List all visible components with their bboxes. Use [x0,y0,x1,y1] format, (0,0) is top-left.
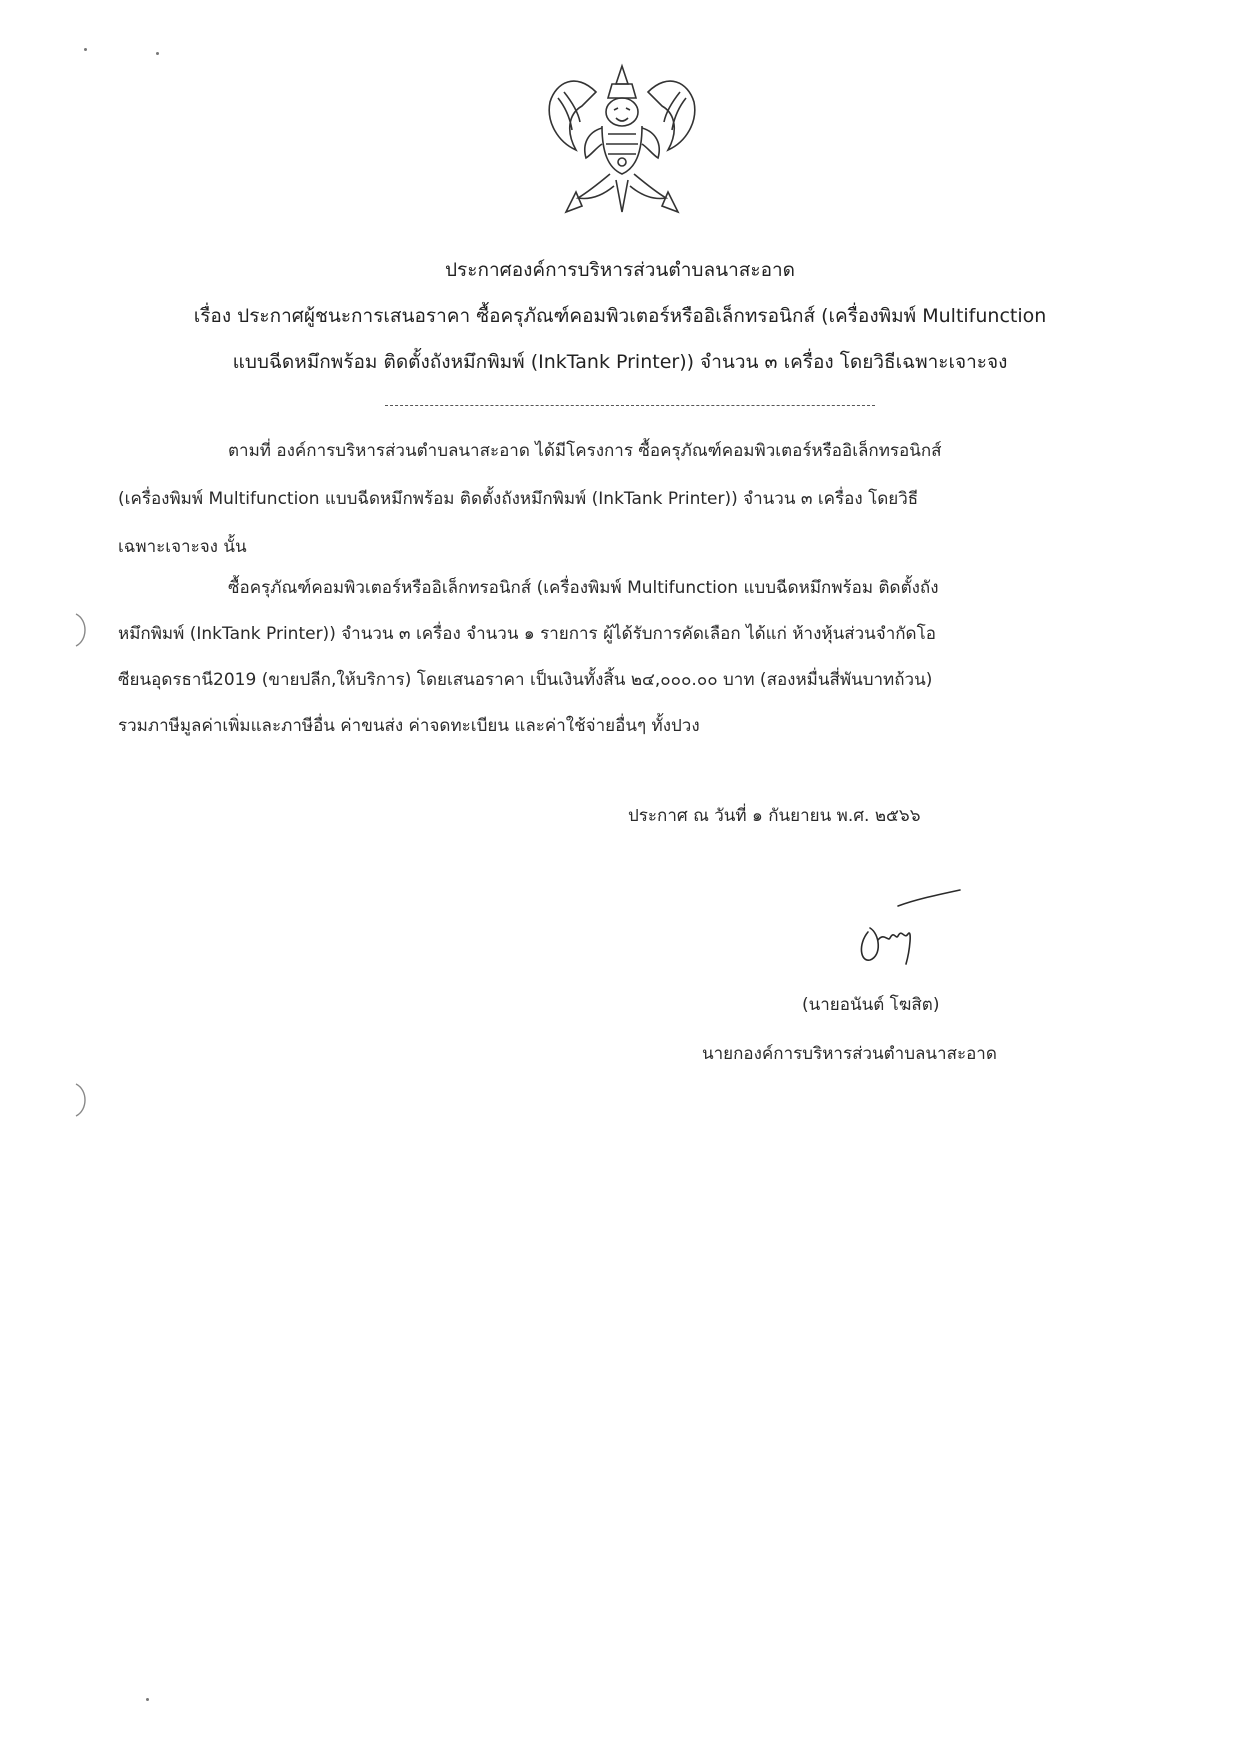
handwritten-signature [840,888,970,978]
scan-speck [84,48,87,51]
paragraph-1-line-1: ตามที่ องค์การบริหารส่วนตำบลนาสะอาด ได้มีโครงการ ซื้อครุภัณฑ์คอมพิวเตอร์หรืออิเล็กทรอนิกส์ [228,441,942,461]
paragraph-1-line-3: เฉพาะเจาะจง นั้น [118,537,247,557]
garuda-emblem-icon [536,62,708,226]
announcement-subject-line-1: เรื่อง ประกาศผู้ชนะการเสนอราคา ซื้อครุภัณฑ์คอมพิวเตอร์หรืออิเล็กทรอนิกส์ (เครื่องพิมพ์ Multifunction [193,305,1047,327]
paragraph-1-line-2: (เครื่องพิมพ์ Multifunction แบบฉีดหมึกพร้อม ติดตั้งถังหมึกพิมพ์ (InkTank Printer)) จำนวน ๓ เครื่อง โดยวิธี [118,489,919,509]
signatory-name: (นายอนันต์ โฆสิต) [802,995,940,1015]
paragraph-2-line-2: หมึกพิมพ์ (InkTank Printer)) จำนวน ๓ เครื่อง จำนวน ๑ รายการ ผู้ได้รับการคัดเลือก ได้แก่ ห้างหุ้นส่วนจำกัดโอ [118,624,936,644]
paragraph-2-line-1: ซื้อครุภัณฑ์คอมพิวเตอร์หรืออิเล็กทรอนิกส์ (เครื่องพิมพ์ Multifunction แบบฉีดหมึกพร้อม ติดตั้งถัง [228,578,939,598]
announcement-subject-line-2: แบบฉีดหมึกพร้อม ติดตั้งถังหมึกพิมพ์ (InkTank Printer)) จำนวน ๓ เครื่อง โดยวิธีเฉพาะเจาะจง [232,351,1008,373]
announcement-title: ประกาศองค์การบริหารส่วนตำบลนาสะอาด [445,259,795,281]
scan-speck [156,52,159,55]
scan-speck [146,1698,149,1701]
paragraph-2-line-4: รวมภาษีมูลค่าเพิ่มและภาษีอื่น ค่าขนส่ง ค่าจดทะเบียน และค่าใช้จ่ายอื่นๆ ทั้งปวง [118,716,700,736]
paragraph-2-line-3: ซียนอุดรธานี2019 (ขายปลีก,ให้บริการ) โดยเสนอราคา เป็นเงินทั้งสิ้น ๒๔,๐๐๐.๐๐ บาท (สองหมื่นสี่พันบาทถ้วน) [118,670,933,690]
dashed-divider [385,405,875,406]
binder-hole-mark-icon [72,1082,92,1118]
announcement-date: ประกาศ ณ วันที่ ๑ กันยายน พ.ศ. ๒๕๖๖ [628,806,921,826]
signatory-position: นายกองค์การบริหารส่วนตำบลนาสะอาด [702,1044,997,1064]
binder-hole-mark-icon [72,612,92,648]
